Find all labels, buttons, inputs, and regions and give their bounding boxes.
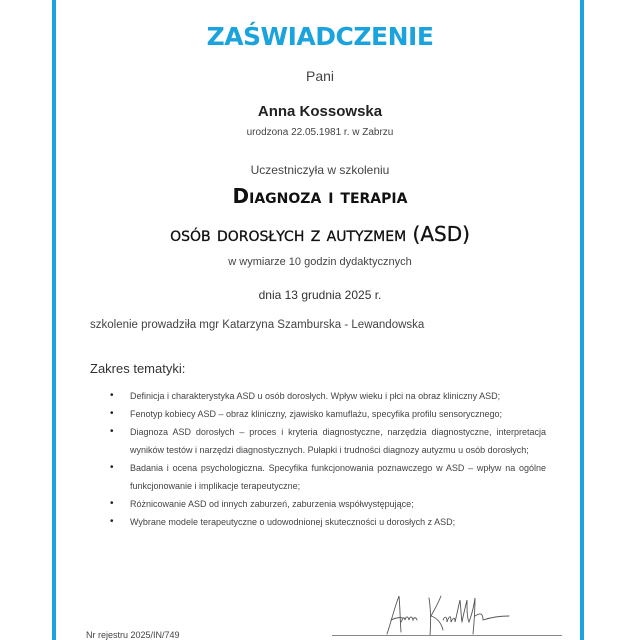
course-title-line-2: osób dorosłych z autyzmem (ASD) — [170, 222, 470, 246]
left-border-decoration — [52, 0, 56, 640]
topic-item: • Diagnoza ASD dorosłych – proces i kryteria diagnostyczne, narzędzia diagnostyczne, interpretacja wyników testów i narzędzi diagnostycznych. Pułapki i trudności diagnozy autyzmu u osób dorosłych; — [110, 423, 546, 459]
topic-item: • Różnicowanie ASD od innych zaburzeń, zaburzenia współwystępujące; — [110, 495, 546, 513]
date-text: dnia 13 grudnia 2025 r. — [258, 288, 382, 302]
signature-line — [332, 635, 562, 636]
birth-info: urodzona 22.05.1981 r. w Zabrzu — [246, 127, 394, 138]
course-title-line-1: Diagnoza i terapia — [232, 184, 408, 208]
signature-image — [385, 592, 510, 636]
recipient-name: Anna Kossowska — [257, 103, 383, 120]
right-border-decoration — [580, 0, 584, 640]
topic-item: • Fenotyp kobiecy ASD – obraz kliniczny, zjawisko kamuflażu, specyfika profilu sensorycznego; — [110, 405, 546, 423]
hours-text: w wymiarze 10 godzin dydaktycznych — [228, 256, 412, 268]
topic-item: • Wybrane modele terapeutyczne o udowodnionej skuteczności u dorosłych z ASD; — [110, 513, 546, 531]
scope-heading: Zakres tematyki: — [90, 361, 186, 376]
topic-item: • Definicja i charakterystyka ASD u osób dorosłych. Wpływ wieku i płci na obraz kliniczny ASD; — [110, 387, 546, 405]
topic-item: • Badania i ocena psychologiczna. Specyfika funkcjonowania poznawczego w ASD – wpływ na ogólne funkcjonowanie i implikacje terapeutyczne; — [110, 459, 546, 495]
certificate-title: ZAŚWIADCZENIE — [206, 22, 434, 51]
trainer-info: szkolenie prowadziła mgr Katarzyna Szamburska - Lewandowska — [90, 319, 425, 331]
registry-number: Nr rejestru 2025/IN/749 — [86, 630, 180, 640]
salutation: Pani — [305, 68, 335, 84]
topics-list — [110, 387, 546, 531]
participation-text: Uczestniczyła w szkoleniu — [250, 163, 390, 177]
